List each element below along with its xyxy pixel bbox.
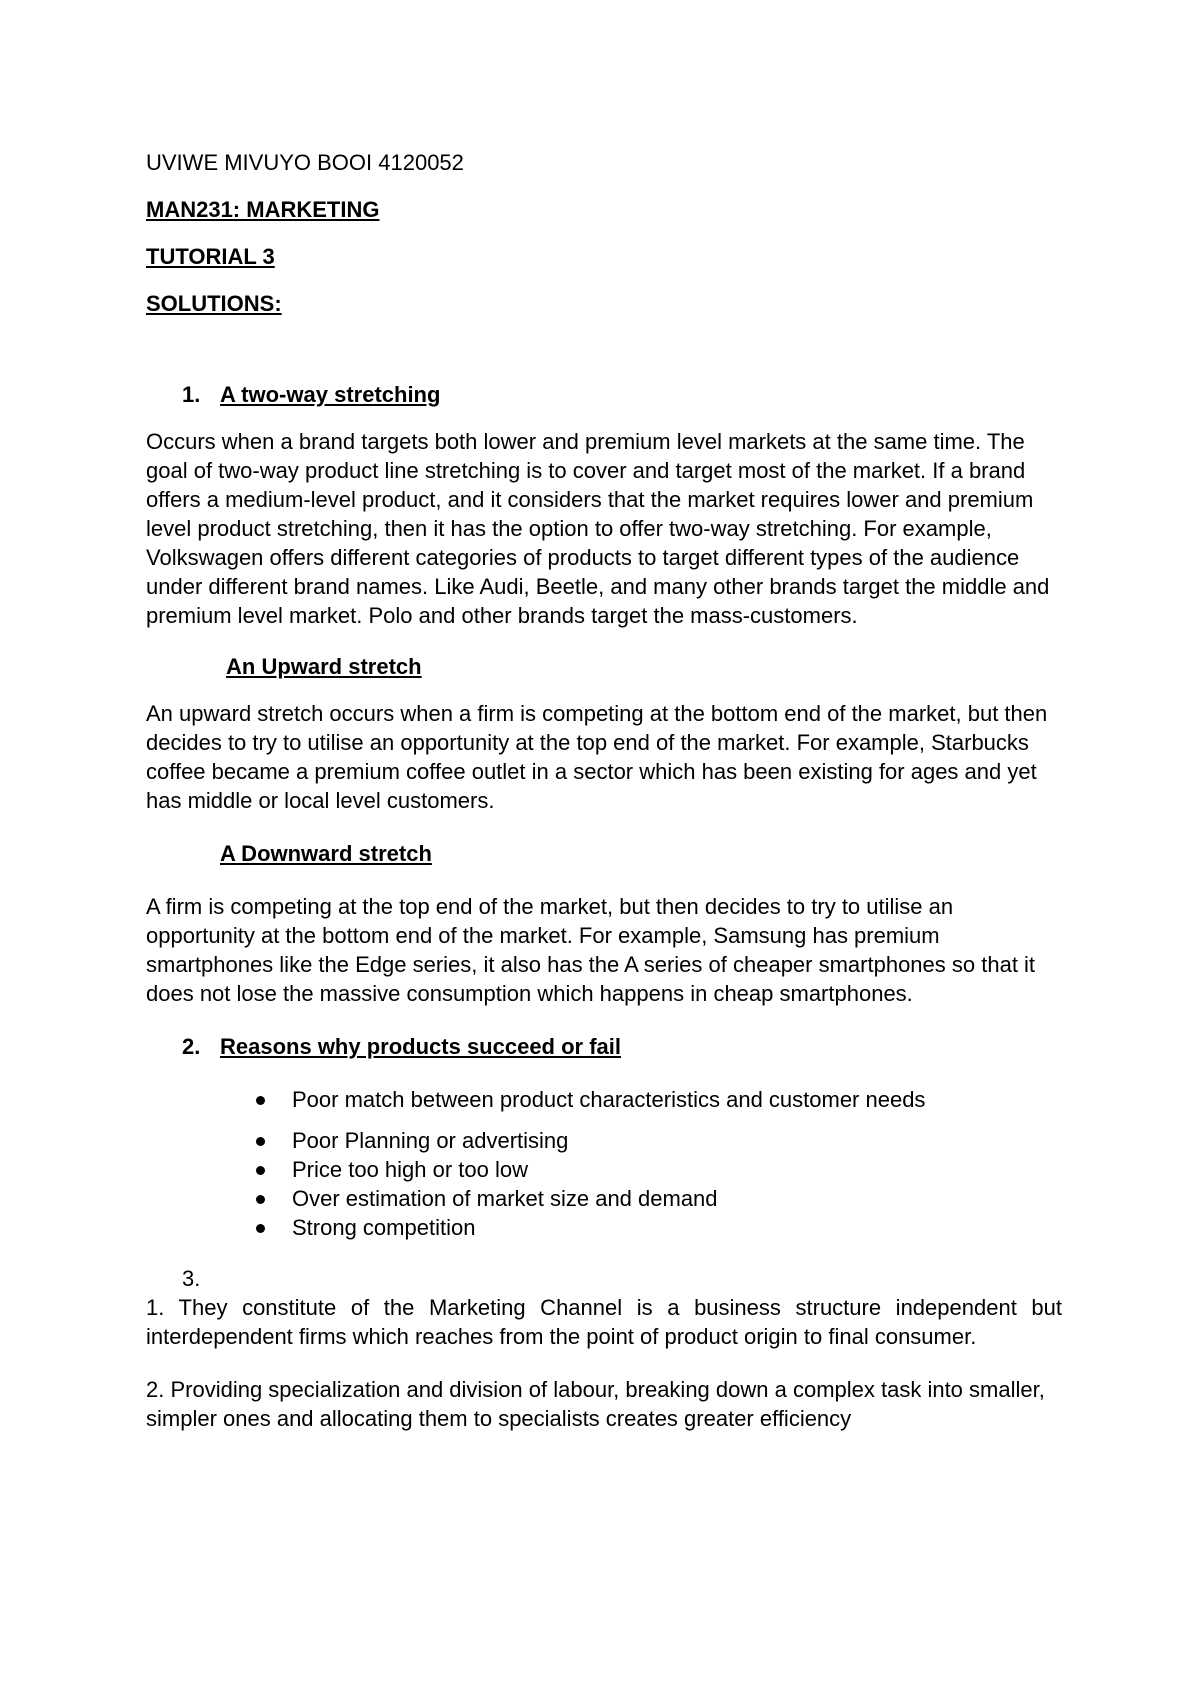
downward-stretch-paragraph: A firm is competing at the top end of the market, but then decides to try to utilise an opportunity at the bottom end of the market. For example, Samsung has premium smartphones like the Edge series, it also has the A series of cheaper smartphones so that it does not lose the massive consumption which happens in cheap smartphones. xyxy=(146,894,1036,1006)
q2-heading-text: Reasons why products succeed or fail xyxy=(220,1034,622,1059)
reasons-list xyxy=(254,1085,1062,1242)
q3-point-1: 1. They constitute of the Marketing Channel is a business structure independent but interdependent firms which reaches from the point of product origin to final consumer. xyxy=(146,1295,1062,1349)
document-page xyxy=(146,148,1062,1433)
upward-stretch-paragraph: An upward stretch occurs when a firm is competing at the bottom end of the market, but then decides to try to utilise an opportunity at the top end of the market. For example, Starbucks coffee became a premium coffee outlet in a sector which has been existing for ages and yet has middle or local level customers. xyxy=(146,701,1048,813)
list-item: Strong competition xyxy=(254,1213,1062,1242)
list-item: Price too high or too low xyxy=(254,1155,1062,1184)
course-title: MAN231: MARKETING xyxy=(146,197,380,222)
q2-number: 2. xyxy=(182,1034,201,1059)
q1-number: 1. xyxy=(182,382,201,407)
q3-number: 3. xyxy=(182,1266,201,1291)
student-name-line: UVIWE MIVUYO BOOI 4120052 xyxy=(146,150,464,175)
downward-stretch-heading: A Downward stretch xyxy=(220,841,432,866)
tutorial-title: TUTORIAL 3 xyxy=(146,244,275,269)
q1-heading xyxy=(182,380,1062,409)
list-item: Over estimation of market size and demand xyxy=(254,1184,1062,1213)
q1-heading-text: A two-way stretching xyxy=(220,382,441,407)
q3-point-2: 2. Providing specialization and division of labour, breaking down a complex task into smaller, simpler ones and allocating them to specialists creates greater efficiency xyxy=(146,1377,1045,1431)
q1-paragraph: Occurs when a brand targets both lower and premium level markets at the same time. The goal of two-way product line stretching is to cover and target most of the market. If a brand offers a medium-level product, and it considers that the market requires lower and premium level product stretching, then it has the option to offer two-way stretching. For example, Volkswagen offers different categories of products to target different types of the audience under different brand names. Like Audi, Beetle, and many other brands target the middle and premium level market. Polo and other brands target the mass-customers. xyxy=(146,429,1050,628)
upward-stretch-heading: An Upward stretch xyxy=(226,654,422,679)
list-item: Poor match between product characteristics and customer needs xyxy=(254,1085,1062,1114)
q2-heading xyxy=(182,1032,1062,1061)
solutions-title: SOLUTIONS: xyxy=(146,291,282,316)
list-item: Poor Planning or advertising xyxy=(254,1126,1062,1155)
